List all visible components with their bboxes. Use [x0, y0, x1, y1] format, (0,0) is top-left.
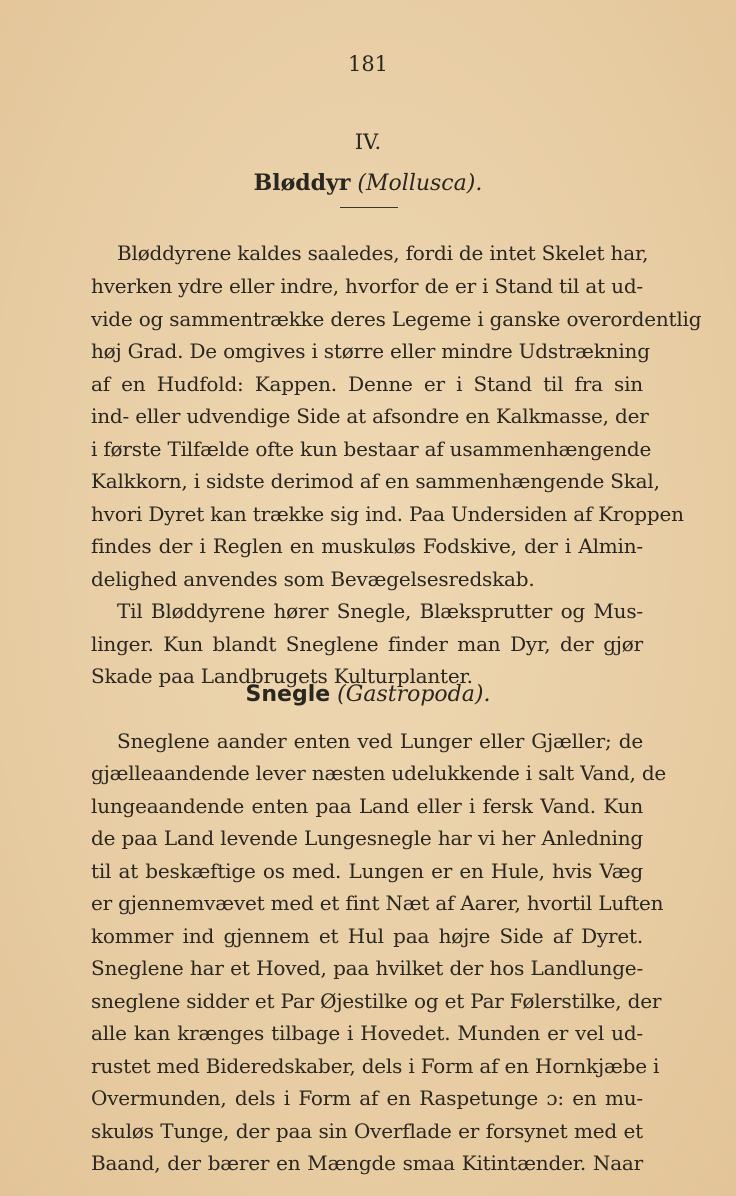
text-line: Bløddyrene kaldes saaledes, fordi de intet Skelet har, [117, 241, 649, 265]
page-number: 181 [347, 52, 389, 76]
text-line: rustet med Bideredskaber, dels i Form af en Hornkjæbe i [91, 1054, 660, 1078]
section-numeral: IV. [354, 130, 382, 154]
text-line: alle kan krænges tilbage i Hovedet. Munden er vel ud- [91, 1021, 643, 1045]
text-line: ind- eller udvendige Side at afsondre en Kalkmasse, der [91, 404, 649, 428]
text-line: skuløs Tunge, der paa sin Overflade er forsynet med et [91, 1119, 643, 1143]
section-title-latin: (Mollusca). [357, 171, 483, 196]
text-line: lungeaandende enten paa Land eller i fersk Vand. Kun [91, 794, 643, 818]
subsection-title-latin: (Gastropoda). [337, 682, 491, 707]
text-line: er gjennemvævet med et fint Næt af Aarer, hvortil Luften [91, 891, 664, 915]
subsection-title [0, 682, 736, 707]
text-line: Kalkkorn, i sidste derimod af en sammenhængende Skal, [91, 469, 660, 493]
text-line: Skade paa Landbrugets Kulturplanter. [91, 664, 473, 688]
text-line: til at beskæftige os med. Lungen er en Hule, hvis Væg [91, 859, 643, 883]
text-line: Baand, der bærer en Mængde smaa Kitintænder. Naar [91, 1151, 643, 1175]
text-line: kommer ind gjennem et Hul paa højre Side af Dyret. [91, 924, 643, 948]
text-line: linger. Kun blandt Sneglene finder man Dyr, der gjør [91, 632, 643, 656]
text-line: af en Hudfold: Kappen. Denne er i Stand til fra sin [91, 372, 643, 396]
subsection-title-main: Snegle [245, 682, 331, 707]
text-line: gjælleaandende lever næsten udelukkende i salt Vand, de [91, 761, 667, 785]
title-divider [340, 207, 398, 208]
text-line: hverken ydre eller indre, hvorfor de er i Stand til at ud- [91, 274, 643, 298]
text-line: vide og sammentrække deres Legeme i ganske overordentlig [91, 307, 702, 331]
text-line: i første Tilfælde ofte kun bestaar af usammenhængende [91, 437, 652, 461]
section-title [0, 170, 736, 196]
text-line: Overmunden, dels i Form af en Raspetunge ɔ: en mu- [91, 1086, 643, 1110]
text-line: findes der i Reglen en muskuløs Fodskive, der i Almin- [91, 534, 643, 558]
text-line: delighed anvendes som Bevægelsesredskab. [91, 567, 535, 591]
text-line: sneglene sidder et Par Øjestilke og et Par Følerstilke, der [91, 989, 662, 1013]
section-title-main: Bløddyr [253, 170, 351, 196]
text-line: hvori Dyret kan trække sig ind. Paa Undersiden af Kroppen [91, 502, 684, 526]
text-line: Sneglene har et Hoved, paa hvilket der hos Landlunge- [91, 956, 643, 980]
text-line: Sneglene aander enten ved Lunger eller Gjæller; de [117, 729, 643, 753]
text-line: Til Bløddyrene hører Snegle, Blæksprutter og Mus- [117, 599, 643, 623]
text-line: de paa Land levende Lungesnegle har vi her Anledning [91, 826, 643, 850]
text-line: høj Grad. De omgives i større eller mindre Udstrækning [91, 339, 650, 363]
